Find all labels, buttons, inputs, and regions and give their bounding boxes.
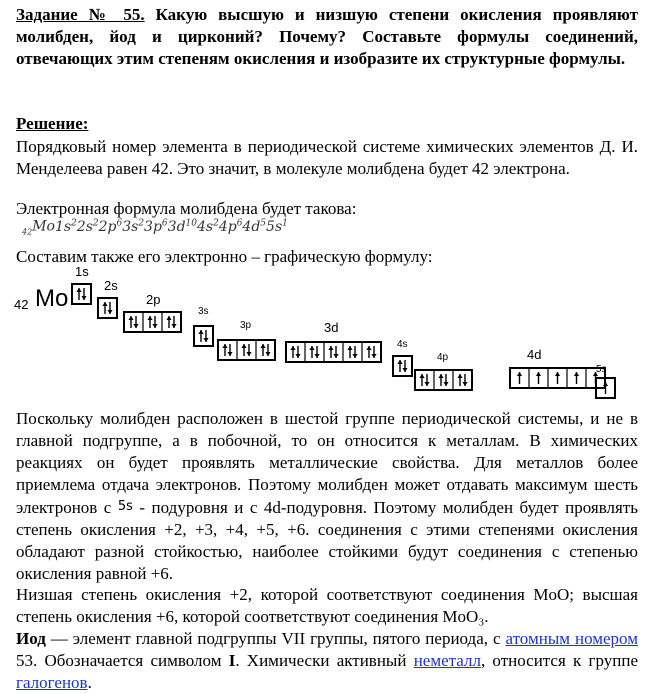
sublevel-box (286, 342, 381, 362)
sublevel-4s (393, 339, 412, 376)
iodine-symbol: I (228, 651, 236, 670)
orbital-cell (453, 370, 468, 390)
sublevel-box (218, 340, 275, 360)
sublevel-label: 2p (146, 292, 161, 307)
sublevel-box (98, 298, 117, 318)
iodine-text-5: . (87, 673, 92, 692)
orbital-cell (128, 316, 138, 328)
formula-terms (55, 219, 288, 235)
orbital-cell (343, 342, 358, 362)
link-atomic-number[interactable]: атомным номером (505, 629, 638, 648)
formula-term: $3p^6$ (144, 218, 168, 235)
sublevel-box (124, 312, 181, 332)
reasoning-text-b: - подуровня и с 4d-подуровня. Поэтому молибден будет проявлять степень окисления +2, +3, +4, +5, +6. соединения с этими степенями окисления обладают разной стойкостью, наиболее стойкими будут соединения с степенью окисления равной +6. (16, 498, 638, 583)
formula-symbol: Mo (32, 218, 55, 235)
iodine-term: Иод (16, 629, 46, 648)
paragraph-lowest-highest: Низшая степень окисления +2, которой соответствуют соединения MoO; высшая степень окисления +6, которой соответствуют соединения MoO₃. (16, 585, 638, 626)
formula-term: $5s^1$ (266, 218, 288, 235)
paragraph-atomic-number: Порядковый номер элемента в периодической системе химических элементов Д. И. Менделеева равен 42. Это значит, в молекуле молибдена будет 42 электрона. (16, 137, 638, 178)
sublevel-4p (415, 352, 472, 390)
formula-term-count: 2 (92, 218, 99, 228)
electron-formula (22, 218, 288, 236)
solution-heading: Решение: (16, 114, 89, 133)
formula-term: $4d^5$ (242, 218, 267, 235)
orbital-cell (198, 330, 208, 342)
link-nonmetal[interactable]: неметалл (413, 651, 481, 670)
orbital-cell (419, 374, 429, 386)
iodine-text-1: — элемент главной подгруппы VII группы, пятого периода, с (45, 629, 506, 648)
orbital-cell (256, 340, 271, 360)
sublevel-2p (124, 292, 181, 332)
orbital-cell (290, 346, 300, 358)
sublevel-box (415, 370, 472, 390)
reasoning-text-a: Поскольку молибден расположен в шестой группе периодической системы, и не в главной подгруппе, а в побочной, то он относится к металлам. В химических реакциях он будет проявлять металлические свойства. Для металлов более приемлема отдача электронов. Поэтому молибден может отдавать максимум шесть электронов с (16, 409, 638, 517)
sublevel-4d (510, 347, 605, 388)
orbital-cell (237, 340, 252, 360)
orbital-diagram (0, 264, 648, 414)
task-statement (16, 4, 638, 70)
task-text: Какую высшую и низшую степени окисления проявляют молибден, йод и цирконий? Почему? Составьте формулы соединений, отвечающих этим степеням окисления и изобразите их структурные формулы. (16, 5, 639, 68)
formula-term-count: 10 (185, 218, 197, 228)
formula-term-count: 2 (213, 218, 219, 228)
sublevel-3s (194, 306, 213, 346)
iodine-text-3: . Химически активный (235, 651, 414, 670)
formula-term-count: 6 (236, 218, 243, 228)
sublevel-label: 3s (198, 306, 209, 317)
orbital-cell (517, 372, 522, 384)
formula-term: $2p^6$ (98, 218, 123, 235)
formula-term: $1s^2$ (54, 218, 77, 235)
formula-term: $3d^{10}$ (167, 218, 197, 235)
formula-term: $2s^2$ (76, 218, 99, 235)
iodine-text-4: , относится к группе (480, 651, 638, 670)
orbital-cell (397, 360, 407, 372)
orbital-cell (434, 370, 449, 390)
orbital-cell (143, 312, 158, 332)
paragraph-oxidation-reasoning (16, 408, 638, 585)
sublevel-3d (286, 320, 381, 362)
formula-term-count: 6 (161, 218, 168, 228)
formula-atomic-number: 42 (22, 227, 33, 237)
sublevel-label: 5s (596, 364, 607, 375)
paragraph-graphic-formula-intro: Составим также его электронно – графическую формулу: (16, 247, 433, 266)
formula-term-count: 5 (260, 218, 267, 228)
orbital-cell (222, 344, 232, 356)
paragraph-iodine (16, 628, 638, 694)
sublevel-label: 4d (527, 347, 542, 362)
inline-5s-orbital: 5s (117, 499, 133, 514)
sublevel-1s (72, 264, 91, 304)
formula-term: $4p^6$ (218, 218, 243, 235)
orbital-cell (362, 342, 377, 362)
sublevel-label: 4s (397, 339, 408, 350)
task-number: Задание № 55. (16, 5, 145, 24)
sublevel-label: 3d (324, 320, 339, 335)
formula-term-count: 2 (71, 218, 77, 228)
orbital-cell (305, 342, 320, 362)
sublevel-label: 4p (437, 352, 449, 363)
orbital-cell (567, 368, 579, 388)
formula-term-count: 2 (138, 218, 145, 228)
orbital-cell (548, 368, 560, 388)
sublevel-box (393, 356, 412, 376)
sublevel-label: 3p (240, 320, 252, 331)
formula-term-count: 6 (116, 218, 123, 228)
diagram-symbol: Mo (35, 285, 69, 312)
formula-term-count: 1 (282, 218, 288, 228)
formula-term: $4s^2$ (196, 218, 219, 235)
sublevel-label: 1s (75, 264, 89, 279)
sublevel-2s (98, 278, 118, 318)
diagram-atomic-number: 42 (14, 297, 29, 312)
sublevel-label: 2s (104, 278, 118, 293)
link-halogens[interactable]: галогенов (16, 673, 88, 692)
formula-term: $3s^2$ (122, 218, 145, 235)
sublevel-box (72, 284, 91, 304)
sublevel-box (194, 326, 213, 346)
iodine-text-2: 53. Обозначается символом (16, 651, 229, 670)
sublevel-3p (218, 320, 275, 360)
orbital-cell (324, 342, 339, 362)
orbital-cell (76, 288, 86, 300)
orbital-cell (529, 368, 541, 388)
orbital-cell (102, 302, 112, 314)
orbital-cell (162, 312, 177, 332)
paragraph-electron-formula-intro: Электронная формула молибдена будет такова: (16, 199, 357, 218)
